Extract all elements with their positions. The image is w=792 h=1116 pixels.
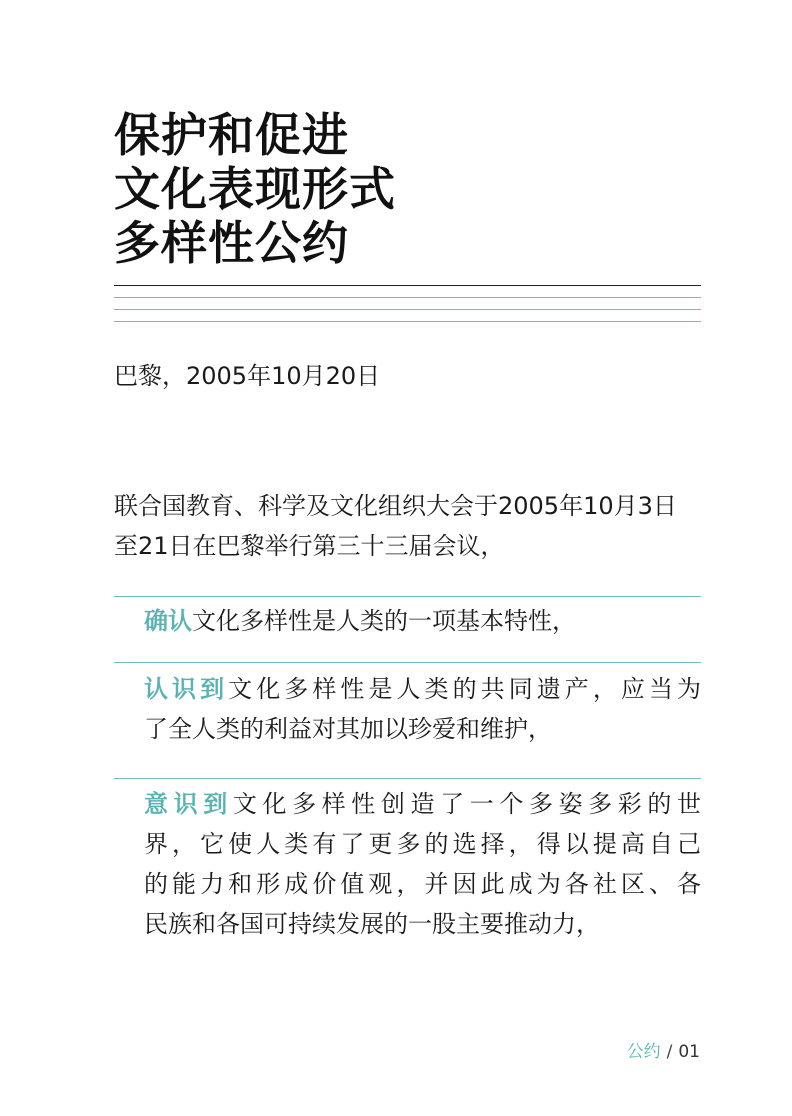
clause-divider-2 bbox=[114, 662, 701, 663]
intro-line-1: 联合国教育、科学及文化组织大会于2005年10月3日 bbox=[114, 492, 677, 520]
page-number: 01 bbox=[678, 1042, 700, 1062]
clause-affirming bbox=[144, 601, 704, 641]
intro-paragraph bbox=[114, 486, 714, 566]
clause-3-line-3: 的能力和形成价值观，并因此成为各社区、各 bbox=[144, 870, 701, 898]
clause-2-line-2: 了全人类的利益对其加以珍爱和维护， bbox=[144, 715, 552, 743]
title-rule-teal-3 bbox=[114, 321, 701, 322]
clause-keyword: 认识到 bbox=[144, 675, 229, 703]
clause-text: 文化多样性创造了一个多姿多彩的世 bbox=[232, 790, 702, 818]
title-rule-teal-1 bbox=[114, 297, 701, 298]
title-rule-teal-2 bbox=[114, 309, 701, 310]
clause-divider-3 bbox=[114, 778, 701, 779]
title-line-1: 保护和促进 bbox=[114, 108, 349, 162]
clause-text: 文化多样性是人类的一项基本特性， bbox=[192, 607, 576, 635]
document-date: 巴黎，2005年10月20日 bbox=[114, 362, 381, 390]
clause-keyword: 意识到 bbox=[144, 790, 233, 818]
clause-aware bbox=[144, 784, 704, 944]
footer-label: 公约 bbox=[626, 1042, 661, 1062]
title-rule-dark bbox=[114, 285, 701, 286]
clause-3-line-4: 民族和各国可持续发展的一股主要推动力， bbox=[144, 910, 600, 938]
clause-keyword: 确认 bbox=[144, 607, 192, 635]
clause-2-line-1 bbox=[144, 669, 701, 709]
clause-3-line-2: 界，它使人类有了更多的选择，得以提高自己 bbox=[144, 830, 701, 858]
title-line-2: 文化表现形式 bbox=[114, 162, 396, 216]
footer-separator: / bbox=[666, 1042, 673, 1062]
clause-divider-1 bbox=[114, 596, 701, 597]
clause-recognizing bbox=[144, 669, 704, 749]
clause-text: 文化多样性是人类的共同遗产，应当为 bbox=[228, 675, 702, 703]
intro-line-2: 至21日在巴黎举行第三十三届会议， bbox=[114, 532, 505, 560]
title-line-3: 多样性公约 bbox=[114, 216, 349, 270]
page-footer bbox=[627, 1040, 700, 1064]
clause-3-line-1 bbox=[144, 784, 701, 824]
clause-1-line-1 bbox=[144, 601, 704, 641]
document-title bbox=[114, 108, 396, 270]
